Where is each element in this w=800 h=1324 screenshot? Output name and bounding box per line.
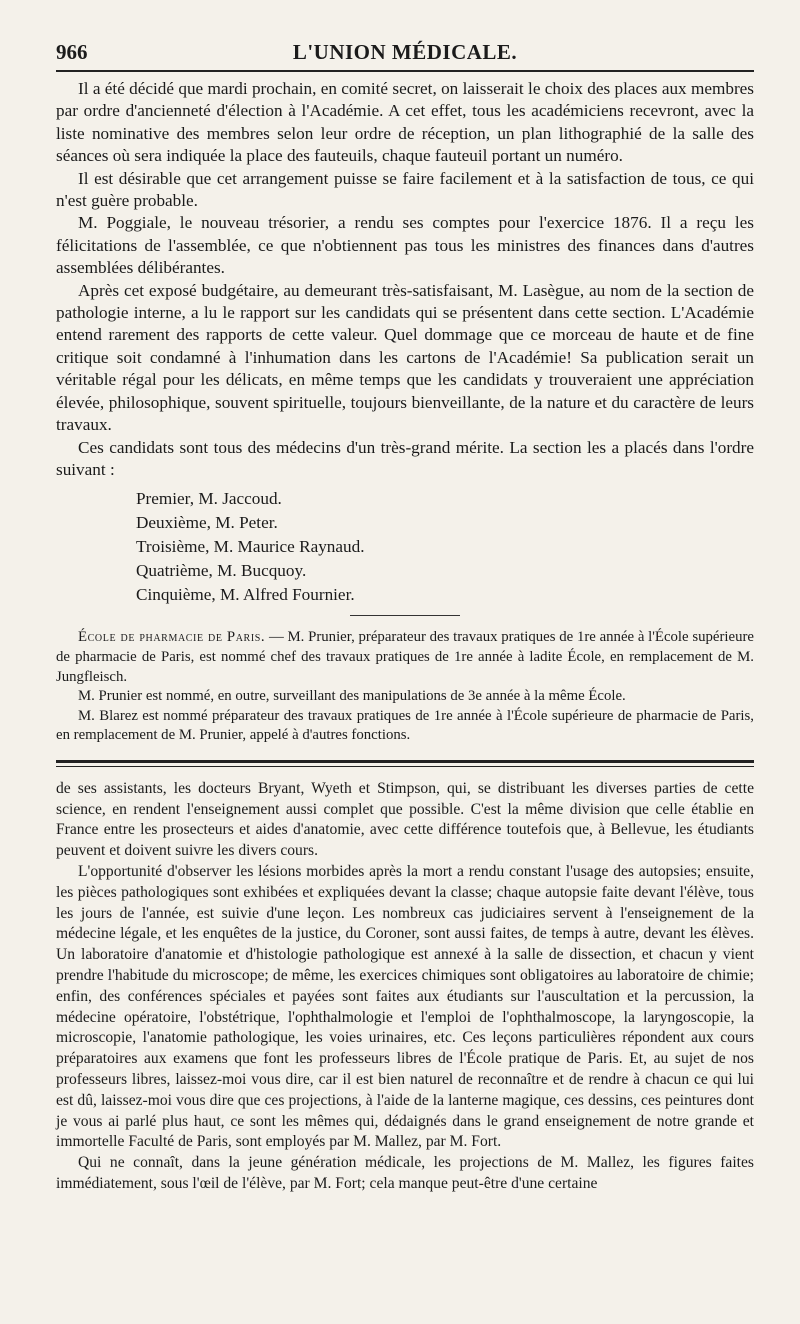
feuilleton-divider — [56, 760, 754, 767]
page-number: 966 — [56, 40, 88, 64]
feuilleton-section — [56, 779, 754, 1195]
academy-report-section — [56, 78, 754, 746]
candidate-item: Cinquième, M. Alfred Fournier. — [136, 585, 355, 605]
paragraph-prunier: M. Prunier est nommé, en outre, surveillant des manipulations de 3e année à la même École. — [78, 688, 626, 705]
ecole-heading: École de pharmacie de Paris. — [78, 629, 266, 646]
ecole-text: — M. Prunier, préparateur des travaux pratiques de 1re année à l'École supérieure de pharmacie de Paris, est nommé chef des travaux pratiques de 1re année à ladite École, en remplacement de M. Jungfleisch. — [56, 629, 754, 685]
paragraph-projections: Qui ne connaît, dans la jeune génération médicale, les projections de M. Mallez, les figures faites immédiatement, sous l'œil de l'élève, par M. Fort; cela manque peut-être d'une certaine — [56, 1154, 754, 1193]
paragraph-ecole-announcement — [56, 628, 754, 687]
candidate-item: Troisième, M. Maurice Raynaud. — [136, 537, 365, 557]
candidate-list — [136, 487, 754, 607]
paragraph-autopsies: L'opportunité d'observer les lésions morbides après la mort a rendu constant l'usage des autopsies; ensuite, les pièces pathologiques sont exhibées et expliquées devant la classe; chaque autopsie faite devant l'élève, tous les jours de l'année, est suivie d'une leçon. Les nombreux cas judiciaires servent à l'enseignement de la médecine légale, et les enquêtes de la justice, du Coroner, sont aussi faites, de temps à autre, devant les élèves. Un laboratoire d'anatomie et d'histologie pathologique est annexé à la salle de dissection, et chacun y vient prendre l'habitude du microscope; de même, les exercices chimiques sont obligatoires au laboratoire de chimie; enfin, des conférences spéciales et payées sont faites aux étudiants sur l'auscultation et la percussion, la médecine opératoire, l'obstétrique, l'ophthalmologie et l'emploi de l'ophthalmoscope, la laryngoscopie, la microscopie, l'anatomie pathologique, les voies urinaires, etc. Ces leçons particulières répondent aux cours préparatoires aux examens que font les professeurs libres de l'École pratique de Paris. Et, au sujet de nos professeurs libres, laissez-moi vous dire, car il est bien naturel de reconnaître et de rendre à chacun ce qui lui est dû, laissez-moi vous dire que ces projections, à l'aide de la lanterne magique, ces dessins, ces peintures dont je vous ai parlé plus haut, ce sont les mêmes qui, dédaignés dans le grand enseignement de notre grande et immortelle Faculté de Paris, sont employés par M. Mallez, par M. Fort. — [56, 863, 754, 1151]
candidate-item: Deuxième, M. Peter. — [136, 513, 278, 533]
header-rule — [56, 70, 754, 72]
paragraph-lasegue-report: Après cet exposé budgétaire, au demeurant très-satisfaisant, M. Lasègue, au nom de la section de pathologie interne, a lu le rapport sur les candidats qui se présentent dans cette section. L'Académie entend rarement des rapports de cette valeur. Quel dommage que ce morceau de haute et de fine critique soit condamné à l'inhumation dans les cartons de l'Académie! Sa publication serait un véritable régal pour les délicats, en même temps que les candidats y trouveraient une appréciation élevée, philosophique, souvent spirituelle, toujours bienveillante, de la nature et du caractère de leurs travaux. — [56, 280, 754, 435]
candidate-item: Premier, M. Jaccoud. — [136, 489, 282, 509]
candidate-item: Quatrième, M. Bucquoy. — [136, 561, 307, 581]
paragraph-assistants: de ses assistants, les docteurs Bryant, Wyeth et Stimpson, qui, se distribuant les diverses parties de cette science, en rendent l'enseignement aussi complet que possible. C'est la même division que celle établie en France entre les prosecteurs et aides d'anatomie, avec cette différence toutefois que, à Bellevue, les étudiants peuvent et doivent suivre les divers cours. — [56, 779, 754, 860]
paragraph-blarez: M. Blarez est nommé préparateur des travaux pratiques de 1re année à l'École supérieure de pharmacie de Paris, en remplacement de M. Prunier, appelé à d'autres fonctions. — [56, 707, 754, 744]
section-divider — [350, 615, 460, 616]
running-head — [56, 28, 754, 70]
journal-title: L'UNION MÉDICALE. — [292, 40, 518, 64]
paragraph-arrangement: Il est désirable que cet arrangement puisse se faire facilement et à la satisfaction de tous, ce qui n'est guère probable. — [56, 168, 754, 211]
paragraph-treasurer: M. Poggiale, le nouveau trésorier, a rendu ses comptes pour l'exercice 1876. Il a reçu les félicitations de l'assemblée, ce que n'obtiennent pas tous les ministres des finances dans d'autres assemblées délibérantes. — [56, 213, 754, 278]
paragraph-seating: Il a été décidé que mardi prochain, en comité secret, on laisserait le choix des places aux membres par ordre d'ancienneté d'élection à l'Académie. A cet effet, tous les académiciens recevront, avec la liste nominative des membres selon leur ordre de réception, un plan lithographié de la salle des séances où sera indiquée la place des fauteuils, chaque fauteuil portant un numéro. — [56, 79, 754, 166]
paragraph-candidates-intro: Ces candidats sont tous des médecins d'un très-grand mérite. La section les a placés dans l'ordre suivant : — [56, 437, 754, 479]
